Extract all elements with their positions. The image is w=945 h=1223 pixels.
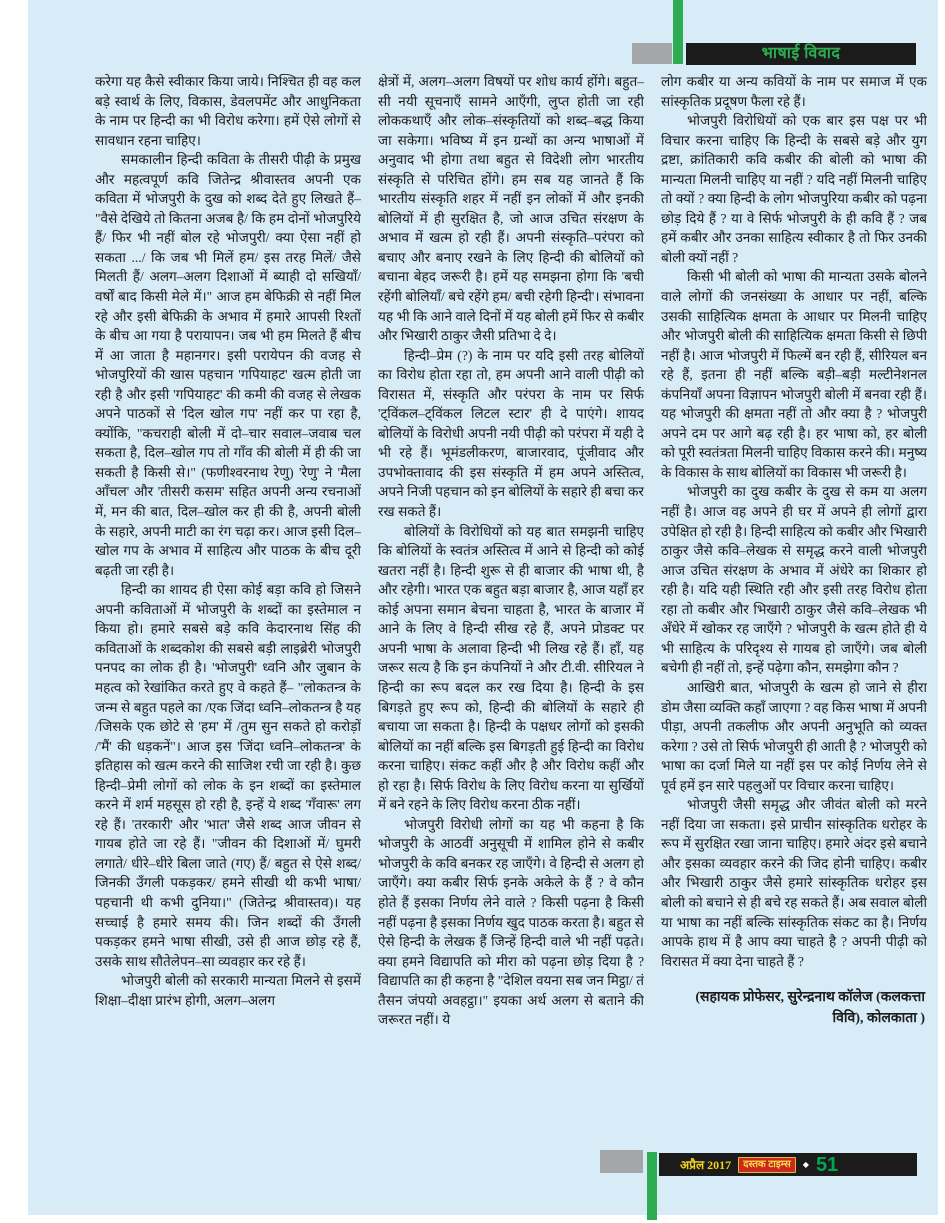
article-body [95, 72, 927, 1144]
paragraph: लोग कबीर या अन्य कवियों के नाम पर समाज में एक सांस्कृतिक प्रदूषण फैला रहे हैं। [661, 74, 927, 109]
paragraph: भोजपुरी विरोधियों को एक बार इस पक्ष पर भी विचार करना चाहिए कि हिन्दी के सबसे बड़े और युग द्रष्टा, क्रांतिकारी कवि कबीर की बोली को भाषा की मान्यता मिलनी चाहिए या नहीं ? यदि नहीं मिलनी चाहिए तो क्यों ? क्या हिन्दी के लोग भोजपुरिया कबीर को पढ़ना छोड़ दिये हैं ? या वे सिर्फ भोजपुरी के ही कवि हैं ? जब हमें कबीर और उनका साहित्य स्वीकार है तो फिर उनकी बोली क्यों नहीं ? [661, 113, 927, 265]
article-column-2 [378, 72, 644, 1144]
article-column-3 [661, 72, 927, 1144]
diamond-separator-icon: ◆ [802, 1159, 809, 1169]
paragraph: क्षेत्रों में, अलग–अलग विषयों पर शोध कार्य होंगे। बहुत–सी नयी सूचनाएँ सामने आएँगी, लुप्त होती जा रही लोककथाएँ और लोक–संस्कृतियों को शब्द–बद्ध किया जा सकेगा। भविष्य में इन ग्रन्थों का अन्य भाषाओं में अनुवाद भी होगा तथा बहुत से विदेशी लोग भारतीय संस्कृति से परिचित होंगे। हम सब यह जानते हैं कि भारतीय संस्कृति शहर में नहीं इन लोकों में और इनकी बोलियों में ही सुरक्षित है, जो आज उचित संरक्षण के अभाव में खत्म हो रही हैं। अपनी संस्कृति–परंपरा को बचाए और बनाए रखने के लिए हिन्दी की बोलियों को बचाना बेहद जरूरी है। हमें यह समझना होगा कि 'बची रहेंगी बोलियाँ/ बचे रहेंगे हम/ बची रहेगी हिन्दी'। संभावना यह भी कि आने वाले दिनों में यह बोली हमें फिर से कबीर और भिखारी ठाकुर जैसी प्रतिभा दे दे। [378, 74, 644, 344]
author-byline: (सहायक प्रोफेसर, सुरेन्द्रनाथ कॉलेज (कलकत्ता विवि), कोलकाता ) [695, 990, 925, 1027]
paragraph: हिन्दी–प्रेम (?) के नाम पर यदि इसी तरह बोलियों का विरोध होता रहा तो, हम अपनी आने वाली पीढ़ी को विरासत में, संस्कृति और परंपरा के नाम पर सिर्फ 'ट्विंकल–ट्विंकल लिटल स्टार' ही दे पाएंगे। शायद बोलियों के विरोधी अपनी नयी पीढ़ी को परंपरा में यही दे भी रहे हैं। भूमंडलीकरण, बाजारवाद, पूंजीवाद और उपभोक्तावाद की इस संस्कृति में हम अपने अस्तित्व, अपने निजी पहचान को इन बोलियों के सहारे ही बचा कर रख सकते हैं। [378, 347, 644, 520]
section-tag: भाषाई विवाद [761, 45, 841, 62]
page-number: 51 [815, 1153, 839, 1176]
magazine-logo: दस्तक टाइम्स [738, 1157, 796, 1173]
paragraph: करेगा यह कैसे स्वीकार किया जाये। निश्चित ही वह कल बड़े स्वार्थ के लिए, विकास, डेवलपमेंट और आधुनिकता के नाम पर हिन्दी का भी विरोध करेगा। हमें ऐसे लोगों से सावधान रहना चाहिए। [95, 74, 361, 148]
paragraph: बोलियों के विरोधियों को यह बात समझनी चाहिए कि बोलियों के स्वतंत्र अस्तित्व में आने से हिन्दी को कोई खतरा नहीं है। हिन्दी शुरू से ही बाजार की भाषा थी, है और रहेगी। भारत एक बहुत बड़ा बाजार है, आज यहाँ हर कोई अपना समान बेचना चाहता है, भारत के बाजार में आने के लिए वे हिन्दी सीख रहे हैं, अपने प्रोडक्ट पर अपनी भाषा के अलावा हिन्दी भी लिख रहे हैं। हाँ, यह जरूर सत्य है कि इन कंपनियों ने और टी.वी. सीरियल ने हिन्दी का रूप बदल कर रख दिया है। हिन्दी के इस बिगड़ते हुए रूप को, हिन्दी की बोलियों के सहारे ही बचाया जा सकता है। हिन्दी के पक्षधर लोगों को इसकी बोलियों का नहीं बल्कि इस बिगड़ती हुई हिन्दी का विरोध करना चाहिए। संकट कहीं और है और विरोध कहीं और हो रहा है। सिर्फ विरोध के लिए विरोध करना या सुर्खियों में बने रहने के लिए विरोध करना ठीक नहीं। [378, 523, 644, 813]
footer-issue-date: अप्रैल 2017 [680, 1157, 732, 1172]
header-green-bar [673, 0, 683, 64]
header-gray-box [632, 43, 672, 64]
article-column-1 [95, 72, 361, 1144]
paragraph: भोजपुरी बोली को सरकारी मान्यता मिलने से इसमें शिक्षा–दीक्षा प्रारंभ होगी, अलग–अलग [95, 973, 361, 1008]
footer-bar [659, 1153, 917, 1176]
section-tag-bar [686, 43, 916, 65]
paragraph: समकालीन हिन्दी कविता के तीसरी पीढ़ी के प्रमुख और महत्वपूर्ण कवि जितेन्द्र श्रीवास्तव अपनी एक कविता में भोजपुरी के दुख को शब्द देते हुए लिखते हैं– "वैसे देखिये तो कितना अजब है/ कि हम दोनों भोजपुरिये हैं/ फिर भी नहीं बोल रहे भोजपुरी/ क्या ऐसा नहीं हो सकता .../ कि जब भी मिलें हम/ इस तरह मिलें/ जैसे मिलती हैं/ अलग–अलग दिशाओं में ब्याही दो सखियाँ/ वर्षों बाद किसी मेले में।" आज हम बेफिक्री से नहीं मिल रहे और इसी बेफिक्री के अभाव में हमारे आपसी रिश्तों के बीच आ गया है परायापन। जब भी हम मिलते हैं बीच में आ जाता है महानगर। इसी परायेपन की वजह से भोजपुरियों की खास पहचान 'गपियाहट' खत्म होती जा रही है और इसी 'गपियाहट' की कमी की वजह से लेखक अपने पाठकों से 'दिल खोल गप' नहीं कर पा रहा है, क्योंकि, "कचराही बोली में दो–चार सवाल–जवाब चल सकता है, दिल–खोल गप तो गाँव की बोली में ही की जा सकती है किसी से।" (फणीश्वरनाथ रेणु) 'रेणु' ने 'मैला आँचल' और 'तीसरी कसम' सहित अपनी अन्य रचनाओं में, मन की बात, दिल–खोल कर ही की है, अपनी बोली के सहारे, अपनी माटी का रंग चढ़ा कर। आज इसी दिल–खोल गप के अभाव में साहित्य और पाठक के बीच दूरी बढ़ती जा रही है। [95, 152, 361, 578]
paragraph: हिन्दी का शायद ही ऐसा कोई बड़ा कवि हो जिसने अपनी कविताओं में भोजपुरी के शब्दों का इस्तेमाल न किया हो। हमारे सबसे बड़े कवि केदारनाथ सिंह की कविताओं के शब्दकोश की सबसे बड़ी लाइब्रेरी भोजपुरी पनपद का लोक ही है। 'भोजपुरी' ध्वनि और जुबान के महत्व को रेखांकित करते हुए वे कहते हैं– "लोकतन्त्र के जन्म से बहुत पहले का /एक जिंदा ध्वनि–लोकतन्त्र है यह /जिसके एक छोटे से 'हम' में /तुम सुन सकते हो करोड़ों /'मैं' की धड़कनें"। आज इस 'जिंदा ध्वनि–लोकतन्त्र' के इतिहास को खत्म करने की साजिश रची जा रही है। कुछ हिन्दी–प्रेमी लोगों को लोक के इन शब्दों का इस्तेमाल करने में शर्म महसूस हो रही है, इन्हें ये शब्द 'गँवारू' लग रहे हैं। 'तरकारी' और 'भात' जैसे शब्द आज जीवन से गायब होते जा रहे हैं। "जीवन की दिशाओं में/ घुमरी लगाते/ धीरे–धीरे बिला जाते (गए) हैं/ बहुत से ऐसे शब्द/ जिनकी उँगली पकड़कर/ हमने सीखी थी कभी भाषा/ पहचानी थी कभी दुनिया।" (जितेन्द्र श्रीवास्तव)। यह सच्चाई है हमारे समय की। जिन शब्दों की उँगली पकड़कर हमने भाषा सीखी, उसे ही आज छोड़ रहे हैं, उसके साथ सौतेलेपन–सा व्यवहार कर रहे हैं। [95, 582, 361, 969]
footer-gray-box [600, 1150, 643, 1173]
paragraph: किसी भी बोली को भाषा की मान्यता उसके बोलने वाले लोगों की जनसंख्या के आधार पर नहीं, बल्कि उसकी साहित्यिक क्षमता के आधार पर मिलनी चाहिए और भोजपुरी बोली की साहित्यिक क्षमता किसी से छिपी नहीं है। आज भोजपुरी में फिल्में बन रही हैं, सीरियल बन रहे हैं, इतना ही नहीं बल्कि बड़ी–बड़ी मल्टीनेशनल कंपनियाँ अपना विज्ञापन भोजपुरी बोली में बनवा रही हैं। यह भोजपुरी की क्षमता नहीं तो और क्या है ? भोजपुरी अपने दम पर आगे बढ़ रही है। हर भाषा को, हर बोली को पूरी स्वतंत्रता मिलनी चाहिए विकास करने की। मनुष्य के विकास के साथ बोलियों का विकास भी जरूरी है। [661, 269, 927, 480]
paragraph: भोजपुरी का दुख कबीर के दुख से कम या अलग नहीं है। आज वह अपने ही घर में अपने ही लोगों द्वारा उपेक्षित हो रही है। हिन्दी साहित्य को कबीर और भिखारी ठाकुर जैसे कवि–लेखक से समृद्ध करने वाली भोजपुरी आज उचित संरक्षण के अभाव में अंधेरे का शिकार हो रही है। यदि यही स्थिति रही और इसी तरह विरोध होता रहा तो कबीर और भिखारी ठाकुर जैसे कवि–लेखक भी अँधेरे में खोकर रह जाएँगे ? भोजपुरी के खत्म होते ही ये भी साहित्य के परिदृश्य से गायब हो जाएँगे। जब बोली बचेगी ही नहीं तो, इन्हें पढ़ेगा कौन, समझेगा कौन ? [661, 484, 927, 676]
paragraph: भोजपुरी जैसी समृद्ध और जीवंत बोली को मरने नहीं दिया जा सकता। इसे प्राचीन सांस्कृतिक धरोहर के रूप में सुरक्षित रखा जाना चाहिए। हमारे अंदर इसे बचाने और इसका व्यवहार करने की जिद होनी चाहिए। कबीर और भिखारी ठाकुर जैसे हमारे सांस्कृतिक धरोहर इस बोली को बचाने से ही बचे रह सकते हैं। अब सवाल बोली या भाषा का नहीं बल्कि सांस्कृतिक संकट का है। निर्णय आपके हाथ में है आप क्या चाहते है ? अपनी पीढ़ी को विरासत में क्या देना चाहते हैं ? [661, 797, 927, 969]
paragraph: आखिरी बात, भोजपुरी के खत्म हो जाने से हीरा डोम जैसा व्यक्ति कहाँ जाएगा ? वह किस भाषा में अपनी पीड़ा, अपनी तकलीफ और अपनी अनुभूति को व्यक्त करेगा ? उसे तो सिर्फ भोजपुरी ही आती है ? भोजपुरी को भाषा का दर्जा मिले या नहीं इस पर कोई निर्णय लेने से पूर्व हमें इन सारे पहलुओं पर विचार करना चाहिए। [661, 679, 927, 793]
footer-green-bar [647, 1152, 657, 1220]
paragraph: भोजपुरी विरोधी लोगों का यह भी कहना है कि भोजपुरी के आठवीं अनुसूची में शामिल होने से कबीर भोजपुरी के कवि बनकर रह जाएँगे। वे हिन्दी से अलग हो जाएँगे। क्या कबीर सिर्फ इनके अकेले के हैं ? वे कौन होते हैं इसका निर्णय लेने वाले ? किसी पढ़ना है किसी नहीं पढ़ना है इसका निर्णय खुद पाठक करता है। बहुत से ऐसे हिन्दी के लेखक हैं जिन्हें हिन्दी वाले भी नहीं पढ़ते। क्या हमने विद्यापति को मीरा को पढ़ना छोड़ दिया है ? विद्यापति का ही कहना है "देशिल वयना सब जन मिट्ठा/ तं तैसन जंपयो अवहट्ठा।" इयका अर्थ अलग से बताने की जरूरत नहीं। ये [378, 816, 644, 1028]
